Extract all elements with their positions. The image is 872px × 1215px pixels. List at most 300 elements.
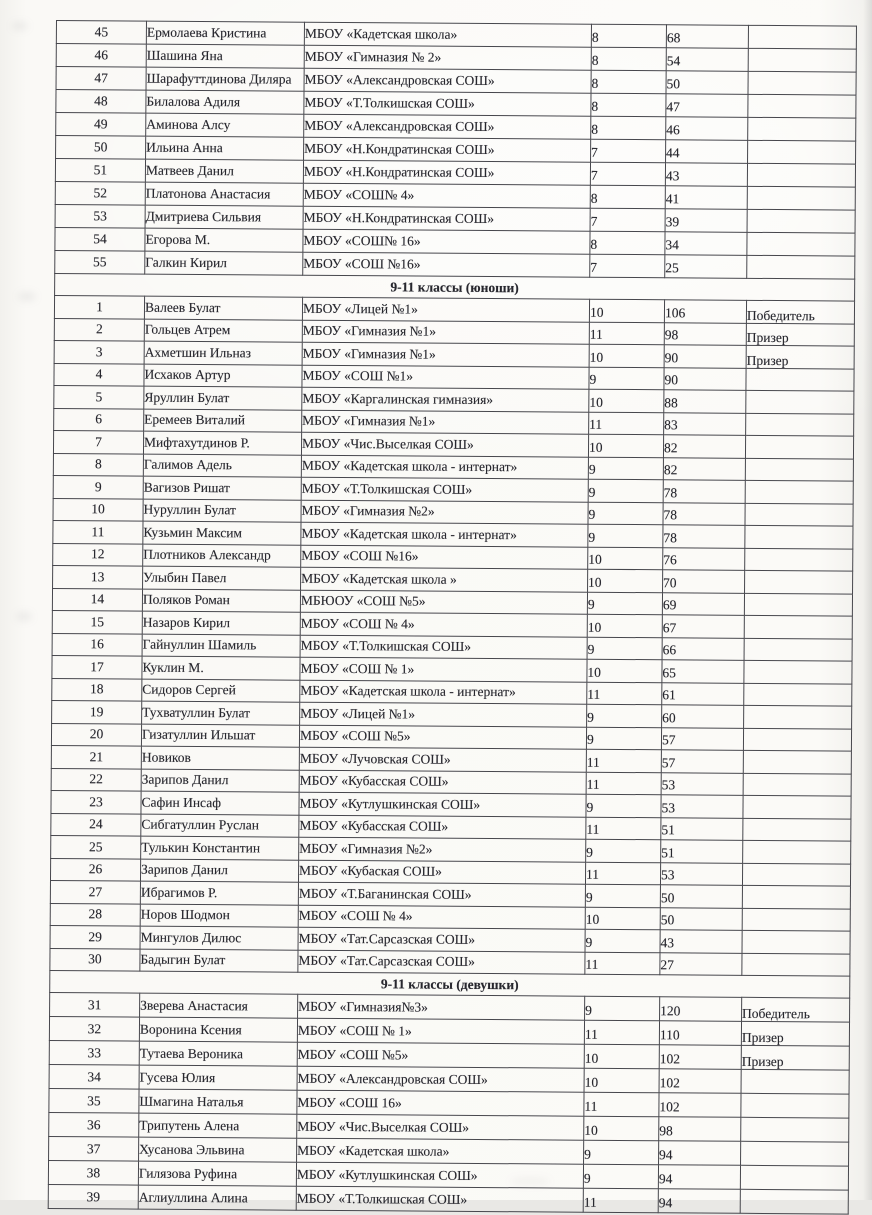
- cell-school: [301, 432, 588, 457]
- cell-school-text: МБЮОУ «СОШ №5»: [300, 592, 426, 609]
- cell-name-text: Тулькин Константин: [141, 839, 261, 856]
- cell-grade: [590, 231, 665, 255]
- cell-school: [304, 22, 591, 47]
- cell-score: [660, 885, 742, 908]
- cell-name: [146, 44, 304, 68]
- cell-grade-text: 8: [591, 121, 599, 137]
- cell-score-text: 51: [661, 822, 675, 838]
- cell-grade: [591, 70, 666, 94]
- cell-score-text: 54: [666, 53, 681, 69]
- cell-status: [747, 163, 855, 187]
- cell-status: [748, 140, 856, 164]
- cell-grade-text: 9: [588, 484, 596, 500]
- cell-status: [746, 300, 854, 323]
- cell-name-text: Ермолаева Кристина: [146, 24, 267, 41]
- cell-grade-text: 9: [585, 934, 593, 950]
- cell-score: [663, 525, 745, 548]
- cell-school: [301, 455, 588, 480]
- cell-school-text: МБОУ «Т.Толкишская СОШ»: [304, 94, 475, 111]
- cell-grade-text: 9: [586, 799, 594, 815]
- cell-status: [741, 1093, 849, 1118]
- cell-num-text: 11: [91, 524, 105, 540]
- cell-name: [144, 409, 302, 433]
- cell-school: [302, 387, 589, 412]
- cell-score: [664, 367, 746, 390]
- cell-school: [297, 1066, 584, 1092]
- cell-school: [298, 905, 585, 930]
- cell-grade-text: 10: [584, 1074, 599, 1090]
- cell-num: [53, 475, 143, 498]
- cell-num-text: 24: [89, 816, 103, 832]
- cell-status: [748, 48, 856, 72]
- cell-score-text: 94: [659, 1146, 673, 1162]
- cell-status: [745, 570, 853, 593]
- cell-score-text: 27: [660, 957, 674, 973]
- cell-num-text: 21: [89, 749, 104, 765]
- cell-name-text: Гольцев Атрем: [144, 321, 231, 338]
- cell-grade: [585, 862, 660, 885]
- cell-school: [302, 365, 589, 390]
- cell-num-text: 2: [95, 321, 103, 337]
- cell-status: [743, 773, 851, 796]
- cell-name: [143, 521, 301, 545]
- cell-status: [742, 930, 850, 953]
- cell-school: [298, 860, 585, 885]
- cell-name: [146, 90, 304, 114]
- cell-school: [300, 612, 587, 637]
- cell-score-text: 43: [665, 168, 680, 184]
- cell-school-text: МБОУ «СОШ № 4»: [300, 615, 415, 632]
- cell-status: [746, 345, 854, 368]
- cell-school: [302, 320, 589, 345]
- cell-score: [659, 1045, 741, 1070]
- cell-name-text: Мингулов Дилюс: [140, 929, 242, 946]
- cell-grade-text: 8: [591, 98, 599, 114]
- cell-name-text: Мифтахутдинов Р.: [144, 434, 250, 451]
- cell-grade-text: 11: [589, 326, 603, 343]
- cell-name: [139, 1137, 297, 1162]
- cell-score: [660, 907, 742, 930]
- cell-num-text: 36: [86, 1116, 101, 1132]
- cell-num: [48, 1160, 138, 1185]
- cell-school-text: МБОУ «Гимназия №1»: [302, 345, 436, 362]
- section-header: 9-11 классы (девушки): [50, 970, 850, 998]
- cell-school: [304, 68, 591, 93]
- cell-school-text: МБОУ «Кубасская СОШ»: [299, 817, 449, 835]
- cell-num-text: 30: [88, 951, 102, 967]
- cell-status: [741, 1141, 849, 1166]
- table-row: [48, 1184, 848, 1214]
- cell-score: [664, 345, 746, 368]
- cell-status: [745, 503, 853, 526]
- cell-grade-text: 7: [590, 213, 598, 229]
- cell-num-text: 45: [94, 24, 109, 40]
- cell-name: [143, 431, 301, 455]
- cell-status: [742, 885, 850, 908]
- cell-score-text: 76: [663, 552, 677, 568]
- cell-num: [54, 318, 144, 341]
- cell-name-text: Зарипов Данил: [141, 771, 229, 788]
- cell-score: [661, 772, 743, 795]
- cell-school-text: МБОУ «СОШ № 1»: [300, 660, 415, 677]
- cell-name-text: Ахметшин Ильназ: [144, 344, 252, 361]
- cell-score-text: 60: [662, 709, 676, 726]
- cell-score-text: 102: [659, 1074, 680, 1090]
- cell-school: [299, 837, 586, 862]
- cell-score-text: 53: [661, 799, 676, 816]
- cell-name: [146, 136, 304, 160]
- cell-score-text: 41: [665, 191, 680, 207]
- cell-score: [664, 390, 746, 413]
- cell-num-text: 5: [95, 389, 103, 405]
- cell-score: [662, 682, 744, 705]
- cell-grade: [588, 502, 663, 525]
- cell-num-text: 13: [90, 569, 105, 585]
- cell-num-text: 52: [93, 185, 108, 201]
- cell-grade: [589, 322, 664, 345]
- cell-num-text: 38: [86, 1164, 101, 1180]
- cell-score: [664, 300, 746, 323]
- cell-grade: [587, 637, 662, 660]
- cell-name-text: Матвеев Данил: [145, 162, 234, 179]
- cell-name: [146, 21, 304, 45]
- cell-grade: [588, 434, 663, 457]
- cell-school: [303, 160, 590, 185]
- cell-score-text: 57: [661, 732, 676, 748]
- cell-name-text: Зарипов Данил: [141, 861, 228, 878]
- cell-status: [742, 908, 850, 931]
- cell-name-text: Тухватуллин Булат: [142, 704, 251, 721]
- cell-grade: [585, 929, 660, 952]
- cell-school-text: МБОУ «Т.Баганинская СОШ»: [298, 885, 472, 902]
- cell-grade-text: 8: [591, 75, 599, 91]
- cell-num: [49, 1136, 139, 1161]
- cell-score: [662, 637, 744, 660]
- cell-school-text: МБОУ «Гимназия №2»: [299, 840, 433, 857]
- cell-name-text: Поляков Роман: [142, 591, 230, 608]
- cell-score: [659, 1021, 741, 1046]
- cell-num-text: 1: [96, 299, 103, 315]
- cell-score: [662, 592, 744, 615]
- cell-school: [301, 522, 588, 547]
- cell-grade: [590, 208, 665, 232]
- cell-grade-text: 10: [589, 349, 604, 365]
- cell-score: [666, 48, 748, 72]
- cell-name-text: Галимов Адель: [143, 456, 233, 473]
- cell-name-text: Новиков: [141, 749, 192, 765]
- cell-score: [663, 480, 745, 503]
- cell-grade: [591, 24, 666, 48]
- cell-score-text: 82: [663, 440, 678, 456]
- cell-name-text: Егорова М.: [145, 231, 211, 248]
- cell-name-text: Шмагина Наталья: [139, 1093, 244, 1109]
- cell-school: [301, 545, 588, 570]
- cell-score: [666, 94, 748, 118]
- cell-name: [139, 1089, 297, 1114]
- cell-name: [138, 1185, 296, 1210]
- cell-name: [143, 544, 301, 568]
- cell-score: [658, 1189, 740, 1214]
- cell-school-text: МБОУ «Т.Толкишская СОШ»: [300, 637, 472, 655]
- cell-school: [301, 477, 588, 502]
- cell-score-text: 53: [660, 867, 675, 883]
- cell-score-text: 83: [664, 417, 678, 433]
- cell-name: [142, 589, 300, 613]
- cell-school: [299, 792, 586, 817]
- cell-school-text: МБОУ «Гимназия №2»: [301, 502, 435, 519]
- cell-num: [56, 67, 146, 91]
- cell-status: [747, 186, 855, 210]
- cell-name: [140, 859, 298, 883]
- cell-score-text: 43: [660, 934, 675, 951]
- cell-name: [146, 67, 304, 91]
- cell-school-text: МБОУ «Кадетская школа»: [297, 1142, 450, 1159]
- cell-grade-text: 10: [588, 551, 602, 568]
- cell-name-text: Вагизов Ришат: [143, 479, 230, 495]
- cell-score-text: 110: [659, 1026, 680, 1042]
- cell-grade-text: 11: [586, 776, 600, 793]
- cell-grade-text: 10: [585, 911, 600, 928]
- cell-grade-text: 9: [585, 889, 593, 905]
- cell-school: [299, 725, 586, 750]
- cell-school-text: МБОУ «Гимназия № 2»: [304, 48, 442, 65]
- cell-school: [300, 702, 587, 727]
- cell-school-text: МБОУ «Кадетская школа »: [301, 570, 457, 587]
- cell-num-text: 12: [90, 546, 105, 562]
- cell-grade: [591, 93, 666, 117]
- cell-status: [741, 1021, 849, 1046]
- scan-smudge: [12, 22, 28, 30]
- cell-school-text: МБОУ «СОШ № 4»: [298, 907, 413, 924]
- cell-status: [744, 660, 852, 683]
- cell-num-text: 48: [94, 93, 108, 109]
- cell-score-text: 65: [662, 664, 677, 681]
- cell-school: [298, 950, 585, 975]
- cell-score: [660, 997, 742, 1022]
- cell-grade-text: 10: [587, 619, 602, 635]
- cell-grade-text: 9: [586, 731, 594, 748]
- cell-grade-text: 11: [586, 754, 600, 770]
- cell-num: [52, 700, 142, 723]
- cell-score-text: 53: [661, 777, 676, 793]
- cell-status: [745, 458, 853, 481]
- cell-num: [54, 363, 144, 386]
- cell-status: [745, 435, 853, 458]
- cell-num-text: 32: [87, 1020, 102, 1036]
- cell-status: [746, 390, 854, 413]
- cell-grade: [583, 1188, 658, 1213]
- cell-grade-text: 9: [588, 529, 596, 545]
- cell-grade-text: 10: [589, 394, 603, 410]
- cell-school: [296, 1186, 583, 1212]
- cell-grade: [584, 1116, 659, 1141]
- cell-grade: [588, 569, 663, 592]
- cell-school-text: МБОУ «Тат.Сарсазская СОШ»: [298, 952, 475, 970]
- cell-score: [659, 1093, 741, 1118]
- cell-status-text: Призер: [741, 1029, 784, 1045]
- cell-status: [745, 548, 853, 571]
- cell-grade-text: 10: [584, 1050, 599, 1066]
- results-table: [48, 20, 857, 1215]
- cell-num: [51, 745, 141, 768]
- cell-school-text: МБОУ «Лицей №1»: [302, 300, 418, 317]
- cell-score-text: 51: [661, 844, 675, 861]
- cell-school: [298, 882, 585, 907]
- cell-grade: [588, 457, 663, 480]
- cell-status: [748, 25, 856, 49]
- cell-school: [297, 1018, 584, 1044]
- cell-school-text: МБОУ «Лицей №1»: [300, 705, 416, 722]
- cell-school-text: МБОУ «Александровская СОШ»: [304, 117, 495, 135]
- cell-grade-text: 11: [585, 956, 599, 973]
- cell-grade: [589, 367, 664, 390]
- cell-grade: [586, 794, 661, 817]
- cell-status: [743, 728, 851, 751]
- cell-school-text: МБОУ «Лучовская СОШ»: [299, 750, 451, 767]
- cell-grade: [586, 817, 661, 840]
- cell-name: [146, 113, 304, 137]
- cell-school-text: МБОУ «Кутлушкинская СОШ»: [296, 1166, 478, 1183]
- cell-school-text: МБОУ «Кадетская школа - интернат»: [301, 525, 517, 542]
- cell-num: [55, 227, 145, 251]
- cell-name-text: Тутаева Вероника: [139, 1045, 244, 1061]
- cell-name: [144, 296, 302, 320]
- cell-name: [141, 791, 299, 815]
- cell-name-text: Шарафуттдинова Диляра: [146, 70, 292, 87]
- cell-score: [660, 952, 742, 975]
- cell-grade-text: 10: [588, 439, 603, 455]
- cell-grade: [591, 116, 666, 140]
- cell-status: [743, 840, 851, 863]
- cell-grade-text: 9: [587, 596, 595, 613]
- cell-num: [56, 136, 146, 160]
- cell-grade-text: 9: [587, 641, 595, 658]
- cell-grade-text: 11: [586, 821, 600, 838]
- cell-num: [51, 768, 141, 791]
- cell-num: [49, 1112, 139, 1137]
- cell-school-text: МБОУ «Кадетская школа»: [304, 25, 458, 42]
- cell-status: [746, 368, 854, 391]
- cell-school: [297, 1090, 584, 1116]
- cell-school: [297, 1042, 584, 1068]
- cell-num: [49, 1016, 139, 1041]
- cell-grade: [584, 1044, 659, 1069]
- cell-school: [300, 680, 587, 705]
- cell-grade-text: 10: [588, 574, 602, 590]
- cell-grade: [589, 389, 664, 412]
- cell-num: [56, 90, 146, 114]
- cell-score: [661, 750, 743, 773]
- cell-num: [50, 925, 140, 948]
- cell-num-text: 46: [94, 47, 109, 63]
- cell-grade-text: 9: [583, 1170, 591, 1186]
- cell-status: [747, 209, 855, 233]
- cell-num-text: 22: [89, 771, 104, 787]
- cell-grade: [590, 162, 665, 186]
- cell-grade-text: 9: [588, 506, 596, 523]
- cell-num-text: 8: [94, 456, 102, 472]
- cell-name: [142, 701, 300, 725]
- cell-grade-text: 11: [584, 1026, 598, 1042]
- cell-num: [51, 790, 141, 813]
- cell-school-text: МБОУ «Александровская СОШ»: [304, 71, 495, 89]
- cell-num: [55, 204, 145, 228]
- cell-status-text: Призер: [746, 330, 789, 346]
- cell-name: [145, 182, 303, 206]
- cell-score-text: 66: [662, 642, 677, 658]
- cell-name-text: Платонова Анастасия: [145, 185, 271, 202]
- cell-name-text: Плотников Александр: [143, 546, 271, 563]
- cell-name-text: Ибрагимов Р.: [140, 884, 218, 900]
- cell-grade: [584, 1140, 659, 1165]
- cell-grade-text: 10: [589, 304, 604, 320]
- cell-status: [748, 71, 856, 95]
- cell-num-text: 27: [88, 883, 103, 900]
- cell-num: [48, 1184, 138, 1209]
- cell-name-text: Исхаков Артур: [144, 366, 231, 383]
- cell-name-text: Гайнуллин Шамиль: [142, 636, 257, 653]
- cell-score-text: 50: [660, 912, 675, 928]
- cell-score-text: 78: [663, 485, 678, 501]
- section-header: 9-11 классы (юноши): [55, 273, 855, 301]
- cell-school: [298, 927, 585, 952]
- cell-grade-text: 9: [587, 709, 594, 725]
- cell-grade-text: 9: [584, 1146, 591, 1162]
- cell-num: [50, 948, 140, 971]
- cell-name: [143, 566, 301, 590]
- cell-num-text: 47: [94, 70, 108, 86]
- cell-score-text: 69: [662, 597, 677, 613]
- cell-num-text: 50: [93, 139, 108, 155]
- cell-grade-text: 8: [590, 236, 598, 252]
- cell-name: [139, 1065, 297, 1090]
- cell-school: [297, 1138, 584, 1164]
- cell-score-text: 120: [660, 1002, 681, 1018]
- cell-num-text: 10: [91, 501, 105, 517]
- cell-grade: [591, 47, 666, 71]
- cell-score: [663, 502, 745, 525]
- cell-name-text: Ильина Анна: [146, 139, 223, 156]
- cell-status: [744, 638, 852, 661]
- cell-score: [665, 232, 747, 256]
- cell-num: [52, 678, 142, 701]
- cell-school: [304, 45, 591, 70]
- cell-grade-text: 10: [584, 1122, 598, 1138]
- cell-status: [744, 705, 852, 728]
- cell-school-text: МБОУ «Т.Толкишская СОШ»: [296, 1190, 468, 1207]
- cell-grade-text: 11: [583, 1194, 597, 1210]
- cell-num: [56, 44, 146, 68]
- scan-smudge: [18, 292, 36, 301]
- cell-num: [53, 543, 143, 566]
- cell-score: [665, 255, 747, 279]
- cell-num: [50, 880, 140, 903]
- cell-status: [747, 255, 855, 279]
- cell-school-text: МБОУ «Н.Кондратинская СОШ»: [303, 209, 495, 227]
- cell-num-text: 17: [90, 659, 104, 675]
- cell-score: [665, 186, 747, 210]
- cell-grade: [587, 592, 662, 615]
- cell-num-text: 19: [89, 704, 104, 720]
- cell-grade: [587, 614, 662, 637]
- cell-score: [661, 840, 743, 863]
- cell-score: [661, 795, 743, 818]
- cell-score-text: 88: [664, 395, 678, 411]
- cell-num-text: 14: [90, 591, 105, 607]
- cell-grade: [589, 344, 664, 367]
- cell-num-text: 26: [88, 861, 103, 877]
- cell-name-text: Улыбин Павел: [143, 569, 227, 585]
